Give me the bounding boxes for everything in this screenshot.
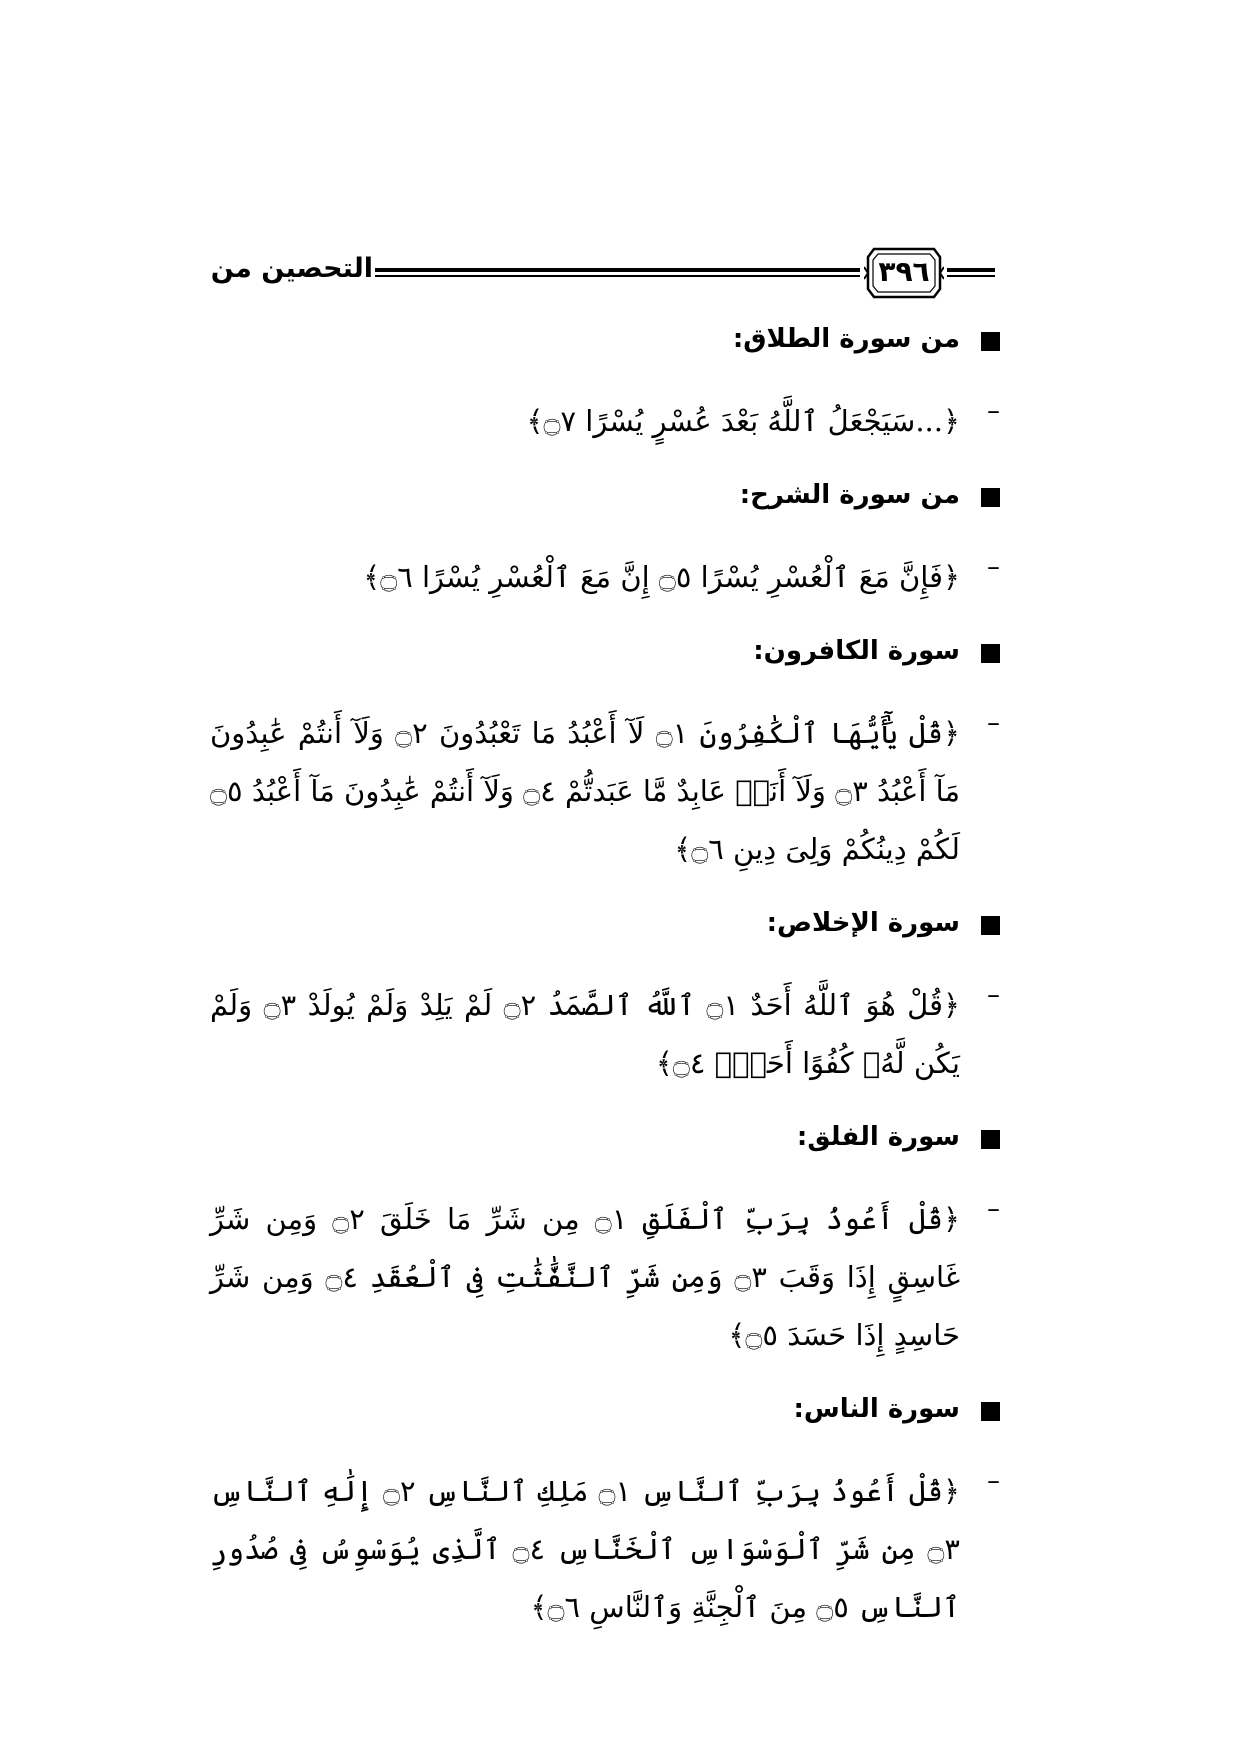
black-square-bullet-icon [981, 488, 1000, 507]
verse-item [210, 976, 1000, 1092]
section-heading-text: من سورة الشرح: [739, 480, 960, 510]
dash-marker: – [987, 1194, 1000, 1224]
verse-item [210, 392, 1000, 450]
verse-text: ﴿قُلْ يَٰٓأَيُّهَا ٱلْكَٰفِرُونَ ۝١ لَآ أَعْبُدُ مَا تَعْبُدُونَ ۝٢ وَلَآ أَنتُمْ عَٰبِدُونَ مَآ أَعْبُدُ ۝٣ وَلَآ أَنَا۠ عَابِدٌ مَّا عَبَدتُّمْ ۝٤ وَلَآ أَنتُمْ عَٰبِدُونَ مَآ أَعْبُدُ ۝٥ لَكُمْ دِينُكُمْ وَلِىَ دِينِ ۝٦﴾ [210, 716, 960, 866]
section-heading [210, 908, 1000, 948]
dash-marker: – [987, 396, 1000, 426]
dash-marker: – [987, 1466, 1000, 1496]
page-number: ٣٩٦ [878, 255, 930, 288]
section-heading [210, 1394, 1000, 1434]
page-header [210, 245, 995, 301]
verse-item [210, 1190, 1000, 1364]
section-heading [210, 636, 1000, 676]
dash-marker: – [987, 980, 1000, 1010]
black-square-bullet-icon [981, 332, 1000, 351]
black-square-bullet-icon [981, 916, 1000, 935]
header-rule-right [947, 267, 995, 277]
section-heading-text: سورة الناس: [793, 1394, 960, 1424]
dash-marker: – [987, 552, 1000, 582]
black-square-bullet-icon [981, 1130, 1000, 1149]
section-heading [210, 480, 1000, 520]
section-heading-text: سورة الإخلاص: [766, 908, 960, 938]
verse-item [210, 704, 1000, 878]
verse-text: ﴿قُلْ هُوَ ٱللَّهُ أَحَدٌ ۝١ ٱللَّهُ ٱلصَّمَدُ ۝٢ لَمْ يَلِدْ وَلَمْ يُولَدْ ۝٣ وَلَمْ يَكُن لَّهُۥ كُفُوًا أَحَدٌۢ ۝٤﴾ [210, 988, 961, 1080]
header-rule-left [375, 267, 860, 277]
section-heading-text: سورة الكافرون: [753, 636, 960, 666]
black-square-bullet-icon [981, 644, 1000, 663]
dash-marker: – [987, 708, 1000, 738]
verse-text: ﴿قُلْ أَعُوذُ بِرَبِّ ٱلنَّاسِ ۝١ مَلِكِ ٱلنَّاسِ ۝٢ إِلَٰهِ ٱلنَّاسِ ۝٣ مِن شَرِّ ٱلْوَسْوَاسِ ٱلْخَنَّاسِ ۝٤ ٱلَّذِى يُوَسْوِسُ فِى صُدُورِ ٱلنَّاسِ ۝٥ مِنَ ٱلْجِنَّةِ وَٱلنَّاسِ ۝٦﴾ [210, 1474, 960, 1624]
black-square-bullet-icon [981, 1402, 1000, 1421]
verse-item [210, 1462, 1000, 1636]
verse-text: ﴿فَإِنَّ مَعَ ٱلْعُسْرِ يُسْرًا ۝٥ إِنَّ مَعَ ٱلْعُسْرِ يُسْرًا ۝٦﴾ [363, 560, 960, 594]
running-title: التحصين من [210, 253, 373, 284]
section-heading-text: من سورة الطلاق: [732, 324, 960, 354]
verse-item [210, 548, 1000, 606]
section-heading [210, 1122, 1000, 1162]
verse-text: ﴿...سَيَجْعَلُ ٱللَّهُ بَعْدَ عُسْرٍ يُسْرًا ۝٧﴾ [526, 404, 960, 438]
page-content [210, 310, 1000, 1666]
section-heading-text: سورة الفلق: [796, 1122, 960, 1152]
verse-text: ﴿قُلْ أَعُوذُ بِرَبِّ ٱلْفَلَقِ ۝١ مِن شَرِّ مَا خَلَقَ ۝٢ وَمِن شَرِّ غَاسِقٍ إِذَا وَقَبَ ۝٣ وَمِن شَرِّ ٱلنَّفَّٰثَٰتِ فِى ٱلْعُقَدِ ۝٤ وَمِن شَرِّ حَاسِدٍ إِذَا حَسَدَ ۝٥﴾ [210, 1202, 960, 1352]
section-heading [210, 324, 1000, 364]
page-number-frame [864, 245, 944, 301]
